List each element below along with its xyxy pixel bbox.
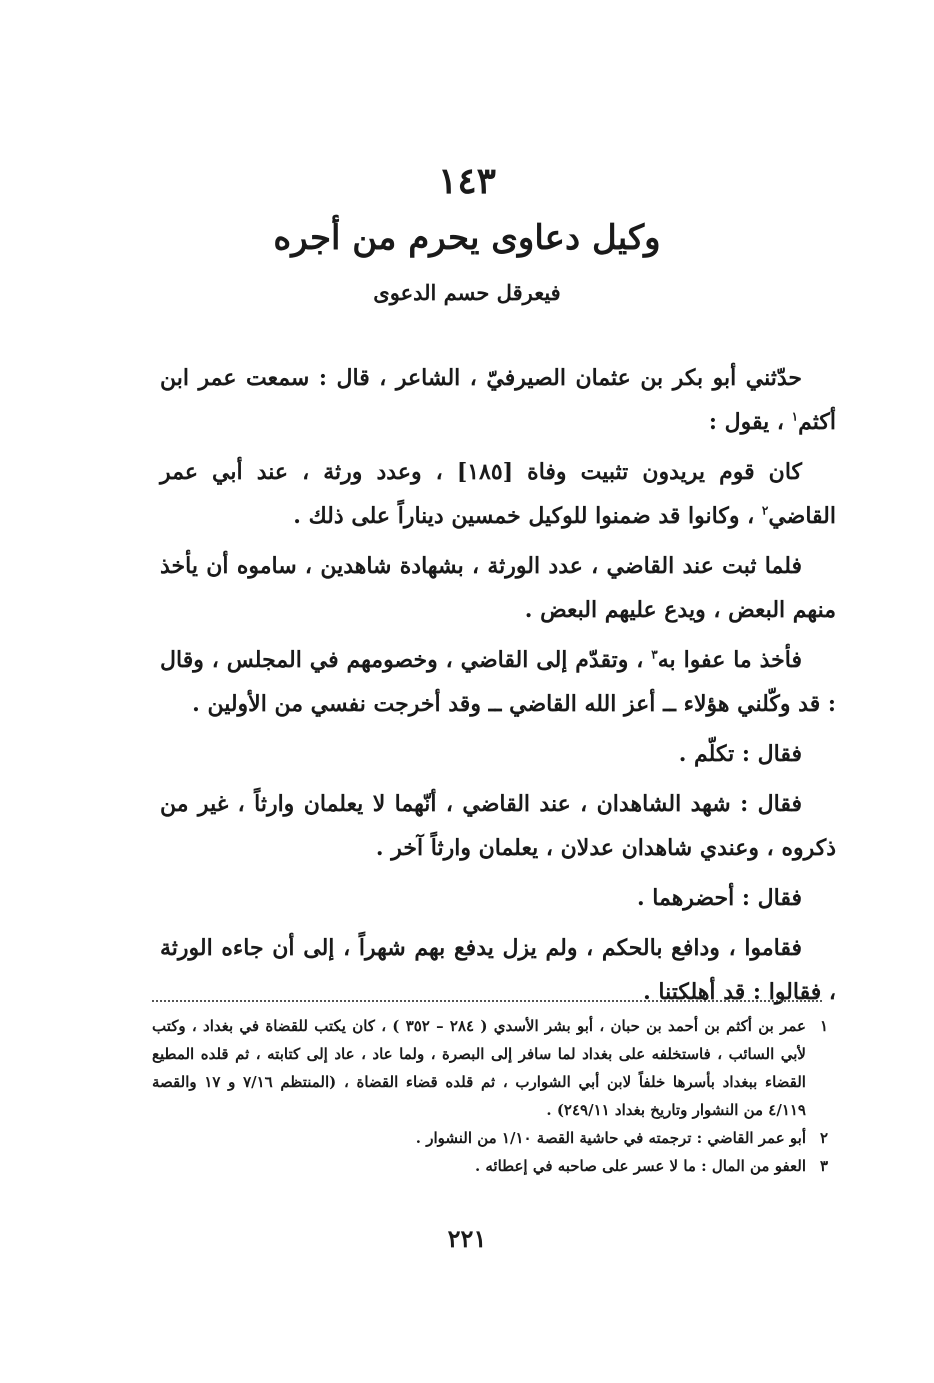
footnote-ref-3: ٣ [651,647,658,662]
paragraph-1: حدّثني أبو بكر بن عثمان الصيرفيّ ، الشاعر ، قال : سمعت عمر ابن أكثم$^١$ ، يقول : [160,365,836,435]
paragraph-2: كان قوم يريدون تثبيت وفاة [١٨٥] ، وعدد ورثة ، عند أبي عمر القاضي$^٢$ ، وكانوا قد ضمنوا للوكيل خمسين ديناراً على ذلك . [160,459,836,529]
footnotes [152,1012,828,1180]
paragraph-5: فقال : تكلّم . [678,741,802,767]
paragraph-8: فقاموا ، ودافع بالحكم ، ولم يزل يدفع بهم شهراً ، إلى أن جاءه الورثة ، فقالوا : قد أهلكتنا . [160,935,836,1005]
story-number: ١٤٣ [437,160,496,202]
footnote-divider [152,1000,822,1002]
story-title: وكيل دعاوى يحرم من أجره [273,218,661,258]
footnote-ref-2: ٢ [761,503,769,518]
story-subtitle: فيعرقل حسم الدعوى [373,280,561,305]
footnote-text: أبو عمر القاضي : ترجمته في حاشية القصة ١/١٠ من النشوار . [415,1129,806,1147]
footnote-number: ٣ [819,1157,828,1175]
page-number: ٢٢١ [447,1224,487,1253]
footnote-1 [152,1012,828,1124]
footnote-3 [152,1152,828,1180]
paragraph-7: فقال : أحضرهما . [636,885,802,911]
footnote-text: عمر بن أكثم بن أحمد بن حبان ، أبو بشر الأسدي ( ٢٨٤ – ٣٥٢ ) ، كان يكتب للقضاة في بغداد ، وكتب لأبي السائب ، فاستخلفه على بغداد لما سافر إلى البصرة ، ولما عاد ، عاد إلى كتابته ، ثم قلده المطيع القضاء ببغداد بأسرها خلفاً لابن أبي الشوارب ، ثم قلده قضاء القضاة ، (المنتظم ٧/١٦ و ١٧ والقصة ٤/١١٩ من النشوار وتاريخ بغداد ٢٤٩/١١) . [152,1017,806,1119]
footnote-text: العفو من المال : ما لا عسر على صاحبه في إعطائه . [474,1157,806,1175]
paragraph-6: فقال : شهد الشاهدان ، عند القاضي ، أنّهما لا يعلمان وارثاً ، غير من ذكروه ، وعندي شاهدان عدلان ، يعلمان وارثاً آخر . [160,791,836,861]
footnote-2 [152,1124,828,1152]
footnote-number: ١ [819,1017,828,1035]
footnote-ref-1: ١ [791,409,799,424]
paragraph-4: فأخذ ما عفوا به$^٣$ ، وتقدّم إلى القاضي ، وخصومهم في المجلس ، وقال : قد وكّلني هؤلاء ــ أعز الله القاضي ــ وقد أخرجت نفسي من الأولين . [160,647,836,717]
footnote-number: ٢ [819,1129,828,1147]
paragraph-3: فلما ثبت عند القاضي ، عدد الورثة ، بشهادة شاهدين ، ساموه أن يأخذ منهم البعض ، ويدع عليهم البعض . [160,553,836,623]
story-body [160,356,836,1020]
